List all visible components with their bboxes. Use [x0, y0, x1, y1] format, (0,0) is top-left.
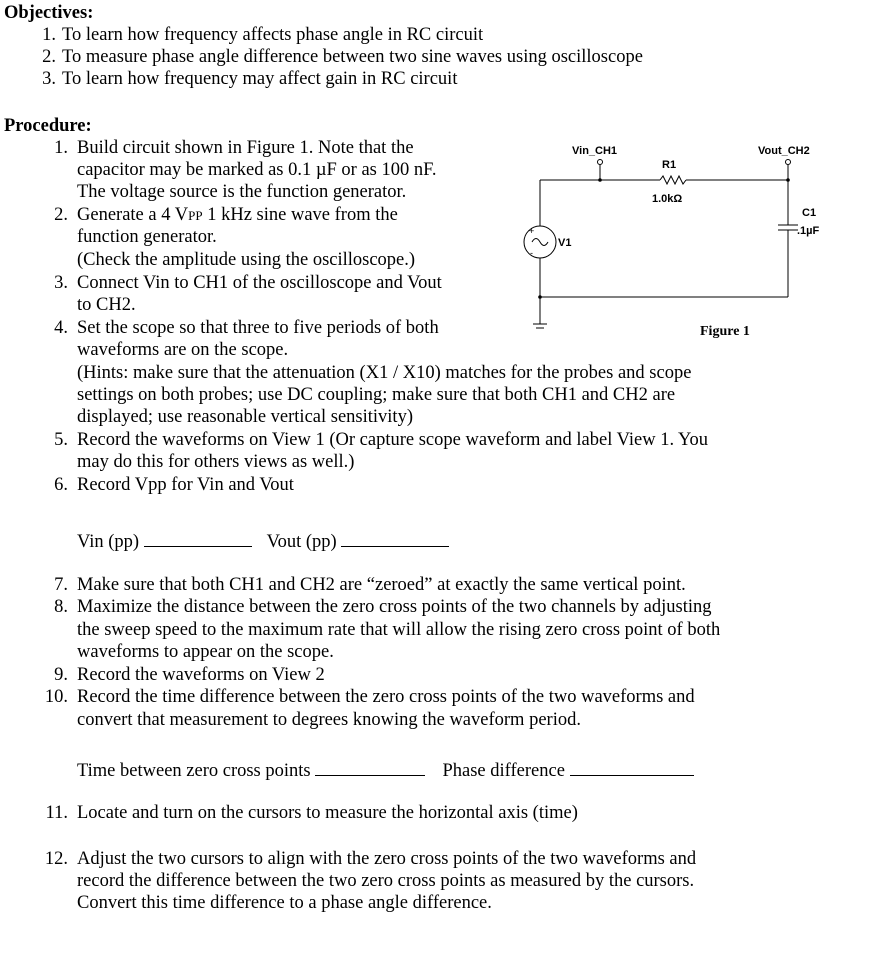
step-text: Build circuit shown in Figure 1. Note that the	[77, 138, 414, 158]
step-text: Locate and turn on the cursors to measure the horizontal axis (time)	[77, 803, 578, 823]
step-number: 5.	[54, 430, 68, 450]
step-text: displayed; use reasonable vertical sensitivity)	[77, 407, 413, 427]
step-number: 6.	[54, 475, 68, 495]
rc-circuit-schematic	[500, 140, 850, 350]
r1-value-label: 1.0kΩ	[652, 193, 683, 205]
objective-item: To learn how frequency affects phase angle in RC circuit	[62, 25, 484, 45]
step-text: waveforms to appear on the scope.	[77, 642, 334, 662]
step-text: Make sure that both CH1 and CH2 are “zeroed” at exactly the same vertical point.	[77, 575, 686, 595]
sine-wave-icon	[532, 239, 548, 246]
step-number: 9.	[54, 665, 68, 685]
step-text: Connect Vin to CH1 of the oscilloscope and Vout	[77, 273, 442, 293]
step-text: capacitor may be marked as 0.1 µF or as 100 nF.	[77, 160, 437, 180]
vin-pp-label: Vin (pp)	[77, 532, 140, 552]
vpp-record-line	[77, 529, 449, 554]
objective-item: To measure phase angle difference between two sine waves using oscilloscope	[62, 47, 643, 67]
step-number: 10.	[44, 687, 68, 707]
step-text: The voltage source is the function generator.	[77, 182, 407, 202]
time-between-label: Time between zero cross points	[77, 761, 311, 781]
procedure-heading: Procedure:	[4, 116, 92, 136]
vout-pp-label: Vout (pp)	[266, 532, 337, 552]
step-text: Record the waveforms on View 2	[77, 665, 325, 685]
vout-pp-blank[interactable]	[341, 529, 449, 547]
c1-value-label: .1µF	[797, 225, 820, 237]
step-text: the sweep speed to the maximum rate that will allow the rising zero cross point of both	[77, 620, 721, 640]
source-minus-sign: -	[530, 248, 533, 258]
step-text: Set the scope so that three to five periods of both	[77, 318, 439, 338]
figure-caption: Figure 1	[700, 324, 750, 339]
resistor-r1-symbol	[660, 176, 686, 184]
phase-difference-label: Phase difference	[442, 761, 565, 781]
objective-number: 3.	[42, 69, 56, 89]
step-text: Maximize the distance between the zero cross points of the two channels by adjusting	[77, 597, 712, 617]
step-text: Record the waveforms on View 1 (Or capture scope waveform and label View 1. You	[77, 430, 709, 450]
step-text: may do this for others views as well.)	[77, 452, 355, 472]
time-between-blank[interactable]	[315, 758, 425, 776]
objective-item: To learn how frequency may affect gain in RC circuit	[62, 69, 458, 89]
step-text: convert that measurement to degrees knowing the waveform period.	[77, 710, 581, 730]
step-text: settings on both probes; use DC coupling; make sure that both CH1 and CH2 are	[77, 385, 676, 405]
vin-ch1-label: Vin_CH1	[572, 145, 618, 157]
step-text: function generator.	[77, 227, 217, 247]
vin-node-dot	[598, 178, 602, 182]
step-text: Adjust the two cursors to align with the zero cross points of the two waveforms and	[77, 849, 697, 869]
v1-name-label: V1	[558, 237, 572, 249]
objectives-heading: Objectives:	[4, 3, 94, 23]
step-text: Record Vpp for Vin and Vout	[77, 475, 294, 495]
step-text: (Hints: make sure that the attenuation (X1 / X10) matches for the probes and scope	[77, 363, 692, 383]
ground-node-dot	[538, 295, 542, 299]
objective-number: 1.	[42, 25, 56, 45]
step-number: 1.	[54, 138, 68, 158]
vin-probe-terminal	[598, 160, 603, 165]
r1-name-label: R1	[662, 159, 677, 171]
step-number: 3.	[54, 273, 68, 293]
phase-difference-blank[interactable]	[570, 758, 694, 776]
vout-ch2-label: Vout_CH2	[758, 145, 810, 157]
vout-node-dot	[786, 178, 790, 182]
step-text: Record the time difference between the zero cross points of the two waveforms and	[77, 687, 695, 707]
step-number: 11.	[45, 803, 68, 823]
step-text: waveforms are on the scope.	[77, 340, 289, 360]
step-text: record the difference between the two zero cross points as measured by the cursors.	[77, 871, 695, 891]
c1-name-label: C1	[802, 207, 817, 219]
step-number: 12.	[44, 849, 68, 869]
step-number: 2.	[54, 205, 68, 225]
step-number: 8.	[54, 597, 68, 617]
source-plus-sign: +	[529, 226, 535, 236]
vout-probe-terminal	[786, 160, 791, 165]
objective-number: 2.	[42, 47, 56, 67]
step-text: to CH2.	[77, 295, 136, 315]
step-text: Convert this time difference to a phase angle difference.	[77, 893, 492, 913]
phase-record-line	[77, 758, 694, 783]
vin-pp-blank[interactable]	[144, 529, 252, 547]
step-text: (Check the amplitude using the oscilloscope.)	[77, 250, 416, 270]
step-text: Generate a 4 VPP 1 kHz sine wave from the	[77, 205, 398, 225]
step-number: 7.	[54, 575, 68, 595]
step-number: 4.	[54, 318, 68, 338]
